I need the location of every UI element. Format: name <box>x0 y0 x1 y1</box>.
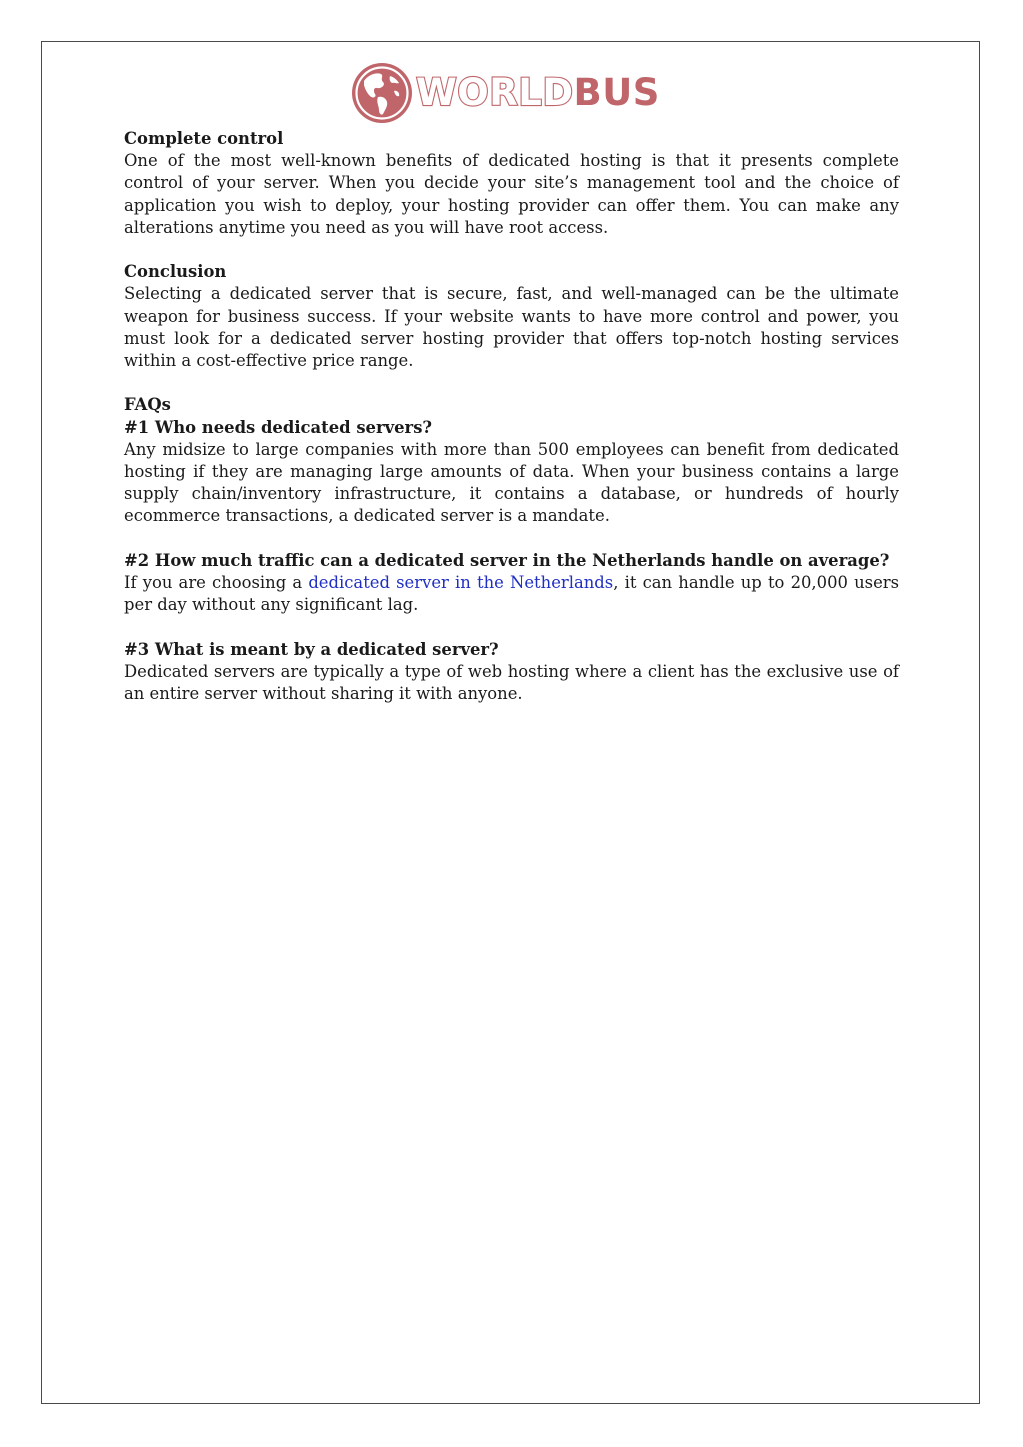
logo-word-world: WORLD <box>416 71 574 114</box>
section-paragraph: One of the most well-known benefits of dedicated hosting is that it presents complete control of your server. When you decide your site’s management tool and the choice of application you wish to deploy, your hosting provider can offer them. You can make any alterations anytime you need as you will have root access. <box>124 151 899 237</box>
faq-question: #1 Who needs dedicated servers? <box>124 417 433 437</box>
section-conclusion <box>124 261 899 372</box>
section-paragraph: Selecting a dedicated server that is secure, fast, and well-managed can be the ultimate weapon for business success. If your website wants to have more control and power, you must look for a dedicated server hosting provider that offers top-notch hosting services within a cost-effective price range. <box>124 284 899 371</box>
faq-question: #3 What is meant by a dedicated server? <box>124 639 499 659</box>
faq-answer-text: If you are choosing a <box>124 573 309 593</box>
logo-word-bus: BUS <box>573 71 660 114</box>
section-faq-1 <box>124 394 899 527</box>
worldbus-logo <box>350 61 660 125</box>
dedicated-server-netherlands-link[interactable]: dedicated server in the Netherlands <box>308 573 614 593</box>
faq-answer: Any midsize to large companies with more than 500 employees can benefit from dedicated hosting if they are managing large amounts of data. When your business contains a large supply chain/inventory infrastructure, it contains a database, or hundreds of hourly ecommerce transactions, a dedicated server is a mandate. <box>124 439 899 526</box>
section-heading: Conclusion <box>124 262 227 282</box>
section-complete-control <box>124 128 899 239</box>
faq-question: #2 How much traffic can a dedicated server in the Netherlands handle on average? <box>124 550 890 570</box>
faq-answer-text: , it can handle up to 20,000 users per day without any significant lag. <box>124 573 900 615</box>
document-body <box>124 128 899 727</box>
section-heading: Complete control <box>124 129 284 148</box>
section-faq-3 <box>124 639 899 706</box>
section-faq-2 <box>124 550 899 617</box>
faq-answer: Dedicated servers are typically a type of web hosting where a client has the exclusive use of an entire server without sharing it with anyone. <box>124 661 899 704</box>
globe-icon <box>350 61 414 125</box>
faq-answer <box>124 572 899 616</box>
faqs-heading: FAQs <box>124 395 171 415</box>
logo-wordmark <box>416 61 660 125</box>
